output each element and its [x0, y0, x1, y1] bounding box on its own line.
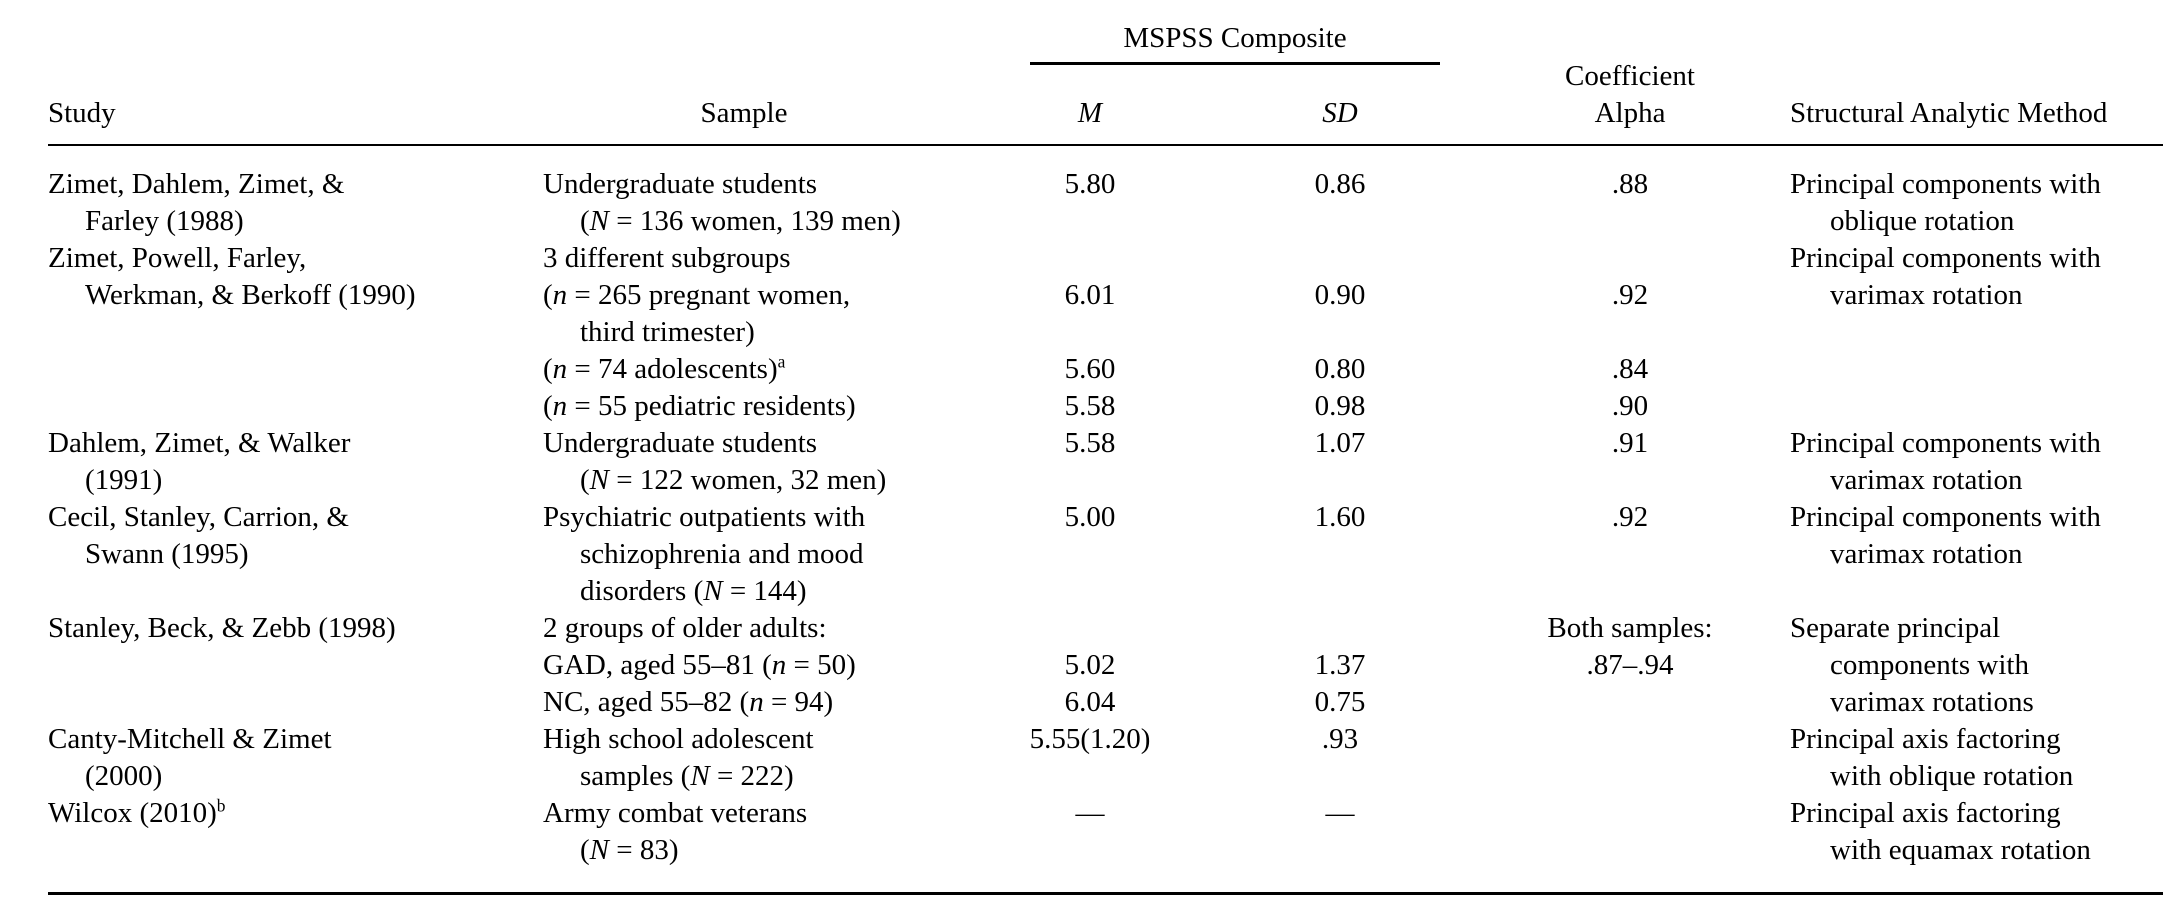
cell-method: Principal axis factoring: [1790, 797, 2061, 829]
cell-study: Farley (1988): [85, 205, 244, 237]
cell-method: varimax rotation: [1830, 464, 2023, 496]
cell-m: —: [1075, 797, 1105, 829]
table-row: [48, 166, 2163, 203]
col-header-study-label: Study: [48, 97, 116, 129]
cell-alpha: [1505, 536, 1755, 573]
cell-m: 5.55(1.20): [1029, 723, 1151, 755]
table-row: [48, 314, 2163, 351]
cell-m: 5.58: [1064, 390, 1116, 422]
col-header-coefficient-alpha: [1505, 58, 1755, 144]
cell-study: Swann (1995): [85, 538, 249, 570]
cell-sd: 1.37: [1314, 649, 1366, 681]
cell-sample: NC, aged 55–82 (n = 94): [543, 686, 834, 718]
cell-sample: 2 groups of older adults:: [543, 612, 827, 644]
table-row: [48, 795, 2163, 832]
cell-method: Principal components with: [1790, 501, 2101, 533]
cell-alpha: [1505, 684, 1755, 721]
cell-sd: 0.80: [1314, 353, 1366, 385]
cell-alpha: [1505, 721, 1755, 758]
cell-sample: disorders (N = 144): [580, 575, 807, 607]
table-row: [48, 610, 2163, 647]
cell-alpha: [1505, 758, 1755, 795]
table-row: [48, 277, 2163, 314]
col-header-sample: [543, 95, 1005, 144]
cell-alpha: [1505, 573, 1755, 610]
cell-study: [48, 684, 543, 721]
cell-sample: schizophrenia and mood: [580, 538, 864, 570]
cell-method: Separate principal: [1790, 612, 2001, 644]
cell-study: Zimet, Powell, Farley,: [48, 242, 307, 274]
cell-m: [1005, 536, 1175, 573]
cell-study: Werkman, & Berkoff (1990): [85, 279, 416, 311]
cell-study: Dahlem, Zimet, & Walker: [48, 427, 351, 459]
cell-study: Canty-Mitchell & Zimet: [48, 723, 332, 755]
cell-alpha: [1505, 240, 1755, 277]
table-row: [48, 240, 2163, 277]
col-header-mean: M: [1077, 97, 1103, 129]
cell-sd: [1175, 462, 1505, 499]
cell-study: Wilcox $(2010)^b$: [48, 795, 226, 829]
cell-alpha: [1505, 795, 1755, 832]
cell-m: [1005, 758, 1175, 795]
cell-study: (2000): [85, 760, 163, 792]
col-header-structural-analytic-method-label: Structural Analytic Method: [1790, 97, 2108, 129]
table-body: [48, 146, 2163, 869]
cell-sd: [1175, 832, 1505, 869]
cell-method: varimax rotation: [1830, 538, 2023, 570]
cell-m: 5.58: [1064, 427, 1116, 459]
cell-study: Zimet, Dahlem, Zimet, &: [48, 168, 345, 200]
cell-study: [48, 351, 543, 388]
cell-method: [1755, 314, 2163, 351]
table-row: [48, 832, 2163, 869]
col-group-mspss-composite: [1005, 20, 1505, 144]
cell-study: [48, 832, 543, 869]
col-header-study: [48, 95, 543, 144]
cell-sample: 3 different subgroups: [543, 242, 791, 274]
mspss-composite-spanner-rule: [1030, 62, 1440, 65]
cell-m: 5.60: [1064, 353, 1116, 385]
cell-sd: [1175, 240, 1505, 277]
cell-method: with oblique rotation: [1830, 760, 2074, 792]
cell-method: with equamax rotation: [1830, 834, 2091, 866]
cell-method: [1755, 351, 2163, 388]
cell-sd: [1175, 573, 1505, 610]
table-row: [48, 573, 2163, 610]
table-row: [48, 536, 2163, 573]
cell-method: components with: [1830, 649, 2029, 681]
col-header-sd: SD: [1322, 97, 1358, 129]
col-header-coefficient-alpha-line2: Alpha: [1594, 97, 1666, 129]
cell-sd: [1175, 203, 1505, 240]
cell-alpha: .87–.94: [1586, 649, 1674, 681]
cell-alpha: .92: [1611, 501, 1649, 533]
cell-method: oblique rotation: [1830, 205, 2015, 237]
table-bottom-rule: [48, 892, 2163, 895]
cell-alpha: .91: [1611, 427, 1649, 459]
table-row: [48, 203, 2163, 240]
cell-study: Stanley, Beck, & Zebb (1998): [48, 612, 396, 644]
cell-sd: 0.75: [1314, 686, 1366, 718]
col-header-structural-analytic-method: [1755, 95, 2163, 144]
cell-study: [48, 647, 543, 684]
cell-method: Principal axis factoring: [1790, 723, 2061, 755]
cell-alpha: .90: [1611, 390, 1649, 422]
cell-sd: 0.86: [1314, 168, 1366, 200]
cell-sample: GAD, aged 55–81 (n = 50): [543, 649, 856, 681]
cell-study: Cecil, Stanley, Carrion, &: [48, 501, 349, 533]
table-row: [48, 425, 2163, 462]
cell-alpha: [1505, 462, 1755, 499]
cell-sample: samples (N = 222): [580, 760, 794, 792]
cell-sample: (N = 83): [580, 834, 679, 866]
cell-m: 6.04: [1064, 686, 1116, 718]
cell-sample: (n = 74 adolescents)$^a$: [543, 351, 786, 385]
cell-sample: third trimester): [580, 316, 755, 348]
table-row: [48, 462, 2163, 499]
table-row: [48, 721, 2163, 758]
cell-sd: [1175, 314, 1505, 351]
cell-alpha: Both samples:: [1547, 612, 1713, 644]
cell-sample: High school adolescent: [543, 723, 814, 755]
cell-method: varimax rotations: [1830, 686, 2034, 718]
table-row: [48, 351, 2163, 388]
table-row: [48, 499, 2163, 536]
cell-sd: 1.07: [1314, 427, 1366, 459]
cell-m: [1005, 610, 1175, 647]
col-header-sample-label: Sample: [700, 97, 788, 129]
cell-study: [48, 388, 543, 425]
cell-alpha: [1505, 832, 1755, 869]
cell-sample: Psychiatric outpatients with: [543, 501, 866, 533]
cell-sample: (n = 55 pediatric residents): [543, 390, 856, 422]
cell-method: Principal components with: [1790, 168, 2101, 200]
cell-alpha: .88: [1611, 168, 1649, 200]
table-row: [48, 647, 2163, 684]
col-header-coefficient-alpha-line1: Coefficient: [1565, 60, 1695, 92]
cell-sd: 0.98: [1314, 390, 1366, 422]
cell-sample: (n = 265 pregnant women,: [543, 279, 851, 311]
cell-alpha: [1505, 203, 1755, 240]
cell-method: [1755, 388, 2163, 425]
cell-sd: 0.90: [1314, 279, 1366, 311]
cell-sample: Undergraduate students: [543, 168, 818, 200]
cell-method: varimax rotation: [1830, 279, 2023, 311]
cell-m: [1005, 314, 1175, 351]
cell-sample: (N = 136 women, 139 men): [580, 205, 901, 237]
cell-m: [1005, 573, 1175, 610]
cell-study: [48, 314, 543, 351]
cell-sample: Undergraduate students: [543, 427, 818, 459]
cell-method: [1755, 573, 2163, 610]
cell-sd: [1175, 758, 1505, 795]
table-row: [48, 758, 2163, 795]
cell-m: 5.00: [1064, 501, 1116, 533]
cell-method: Principal components with: [1790, 427, 2101, 459]
cell-sd: —: [1325, 797, 1355, 829]
cell-alpha: [1505, 314, 1755, 351]
cell-m: 6.01: [1064, 279, 1116, 311]
cell-study: (1991): [85, 464, 163, 496]
cell-m: 5.02: [1064, 649, 1116, 681]
cell-m: [1005, 203, 1175, 240]
cell-sd: .93: [1321, 723, 1359, 755]
cell-m: 5.80: [1064, 168, 1116, 200]
cell-alpha: .92: [1611, 279, 1649, 311]
cell-sample: (N = 122 women, 32 men): [580, 464, 887, 496]
cell-sd: 1.60: [1314, 501, 1366, 533]
cell-m: [1005, 240, 1175, 277]
cell-sd: [1175, 610, 1505, 647]
table-row: [48, 684, 2163, 721]
mspss-subheaders: [1005, 95, 1505, 132]
cell-alpha: .84: [1611, 353, 1649, 385]
cell-sd: [1175, 536, 1505, 573]
cell-method: Principal components with: [1790, 242, 2101, 274]
cell-sample: Army combat veterans: [543, 797, 808, 829]
table-row: [48, 388, 2163, 425]
cell-m: [1005, 462, 1175, 499]
table-header: [48, 0, 2163, 146]
mspss-composite-spanner-label: MSPSS Composite: [1123, 22, 1347, 54]
cell-m: [1005, 832, 1175, 869]
cell-study: [48, 573, 543, 610]
